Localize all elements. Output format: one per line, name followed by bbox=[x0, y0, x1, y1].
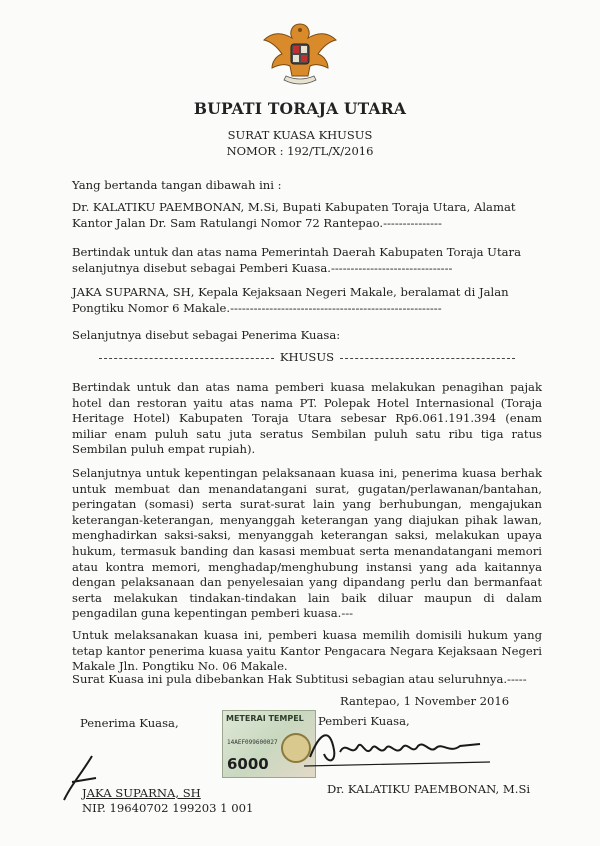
mandate-paragraph: Bertindak untuk dan atas nama pemberi kuasa melakukan penagihan pajak hotel dan restoran yaitu atas nama PT. Polepak Hotel Internasional (Toraja Heritage Hotel) Kabupaten Toraja Utara sebesar Rp6.061.191.394 (enam miliar enam puluh satu juta seratus Sembilan puluh satu ribu tiga ratus Sembilan puluh empat rupiah). bbox=[72, 380, 542, 457]
giver-label: Pemberi Kuasa, bbox=[318, 714, 410, 728]
grantor-paragraph: Dr. KALATIKU PAEMBONAN, M.Si, Bupati Kabupaten Toraja Utara, Alamat Kantor Jalan Dr. Sam Ratulangi Nomor 72 Rantepao.--------------- bbox=[72, 200, 516, 230]
stamp-value: 6000 bbox=[227, 755, 269, 773]
giver-name: Dr. KALATIKU PAEMBONAN, M.Si bbox=[327, 782, 531, 796]
garuda-emblem-icon bbox=[262, 18, 338, 92]
receiver-nip: NIP. 19640702 199203 1 001 bbox=[82, 801, 254, 815]
stamp-serial: 14AEF099600027 bbox=[227, 739, 278, 746]
authority-paragraph: Selanjutnya untuk kepentingan pelaksanaan kuasa ini, penerima kuasa berhak untuk membuat dan menandatangani surat, gugatan/perlawanan/bantahan, peringatan (somasi) serta surat-surat lain yang berhubungan, mengajukan keterangan-keterangan, menyanggah keterangan yang diajukan pihak lawan, menghadirkan saksi-saksi, menyanggah keterangan saksi, melakukan upaya hukum, termasuk banding dan kasasi membuat serta menandatangani memori atau kontra memori, menghadap/menghubung instansi yang ada kaitannya dengan pelaksanaan dan penyelesaian yang dipandang perlu dan bermanfaat serta melakukan tindakan-tindakan lain baik diluar maupun di dalam pengadilan guna kepentingan pemberi kuasa.--- bbox=[72, 466, 542, 621]
khusus-divider bbox=[72, 350, 542, 364]
domicile-paragraph: Untuk melaksanakan kuasa ini, pemberi kuasa memilih domisili hukum yang tetap kantor penerima kuasa yaitu Kantor Pengacara Negara Kejaksaan Negeri Makale Jln. Pongtiku No. 06 Makale. bbox=[72, 628, 542, 674]
substitution-paragraph: Surat Kuasa ini pula dibebankan Hak Subtitusi sebagian atau seluruhnya.----- bbox=[72, 672, 527, 686]
office-title: BUPATI TORAJA UTARA bbox=[193, 99, 407, 118]
intro-line: Yang bertanda tangan dibawah ini : bbox=[72, 178, 282, 192]
giver-signature bbox=[300, 722, 500, 772]
place-date: Rantepao, 1 November 2016 bbox=[340, 694, 510, 708]
receiver-name: JAKA SUPARNA, SH bbox=[82, 786, 201, 800]
grantor-role-paragraph: Bertindak untuk dan atas nama Pemerintah Daerah Kabupaten Toraja Utara selanjutnya disebut sebagai Pemberi Kuasa.------------------------------- bbox=[72, 245, 521, 275]
document-number: NOMOR : 192/TL/X/2016 bbox=[226, 144, 374, 158]
khusus-label: KHUSUS bbox=[279, 350, 335, 364]
grantee-paragraph: JAKA SUPARNA, SH, Kepala Kejaksaan Negeri Makale, beralamat di Jalan Pongtiku Nomor 6 Makale.------------------------------------------------------ bbox=[72, 285, 509, 315]
grantee-role-line: Selanjutnya disebut sebagai Penerima Kuasa: bbox=[72, 328, 341, 342]
stamp-label: METERAI TEMPEL bbox=[226, 714, 304, 723]
receiver-label: Penerima Kuasa, bbox=[80, 716, 179, 730]
document-title: SURAT KUASA KHUSUS bbox=[227, 128, 373, 142]
